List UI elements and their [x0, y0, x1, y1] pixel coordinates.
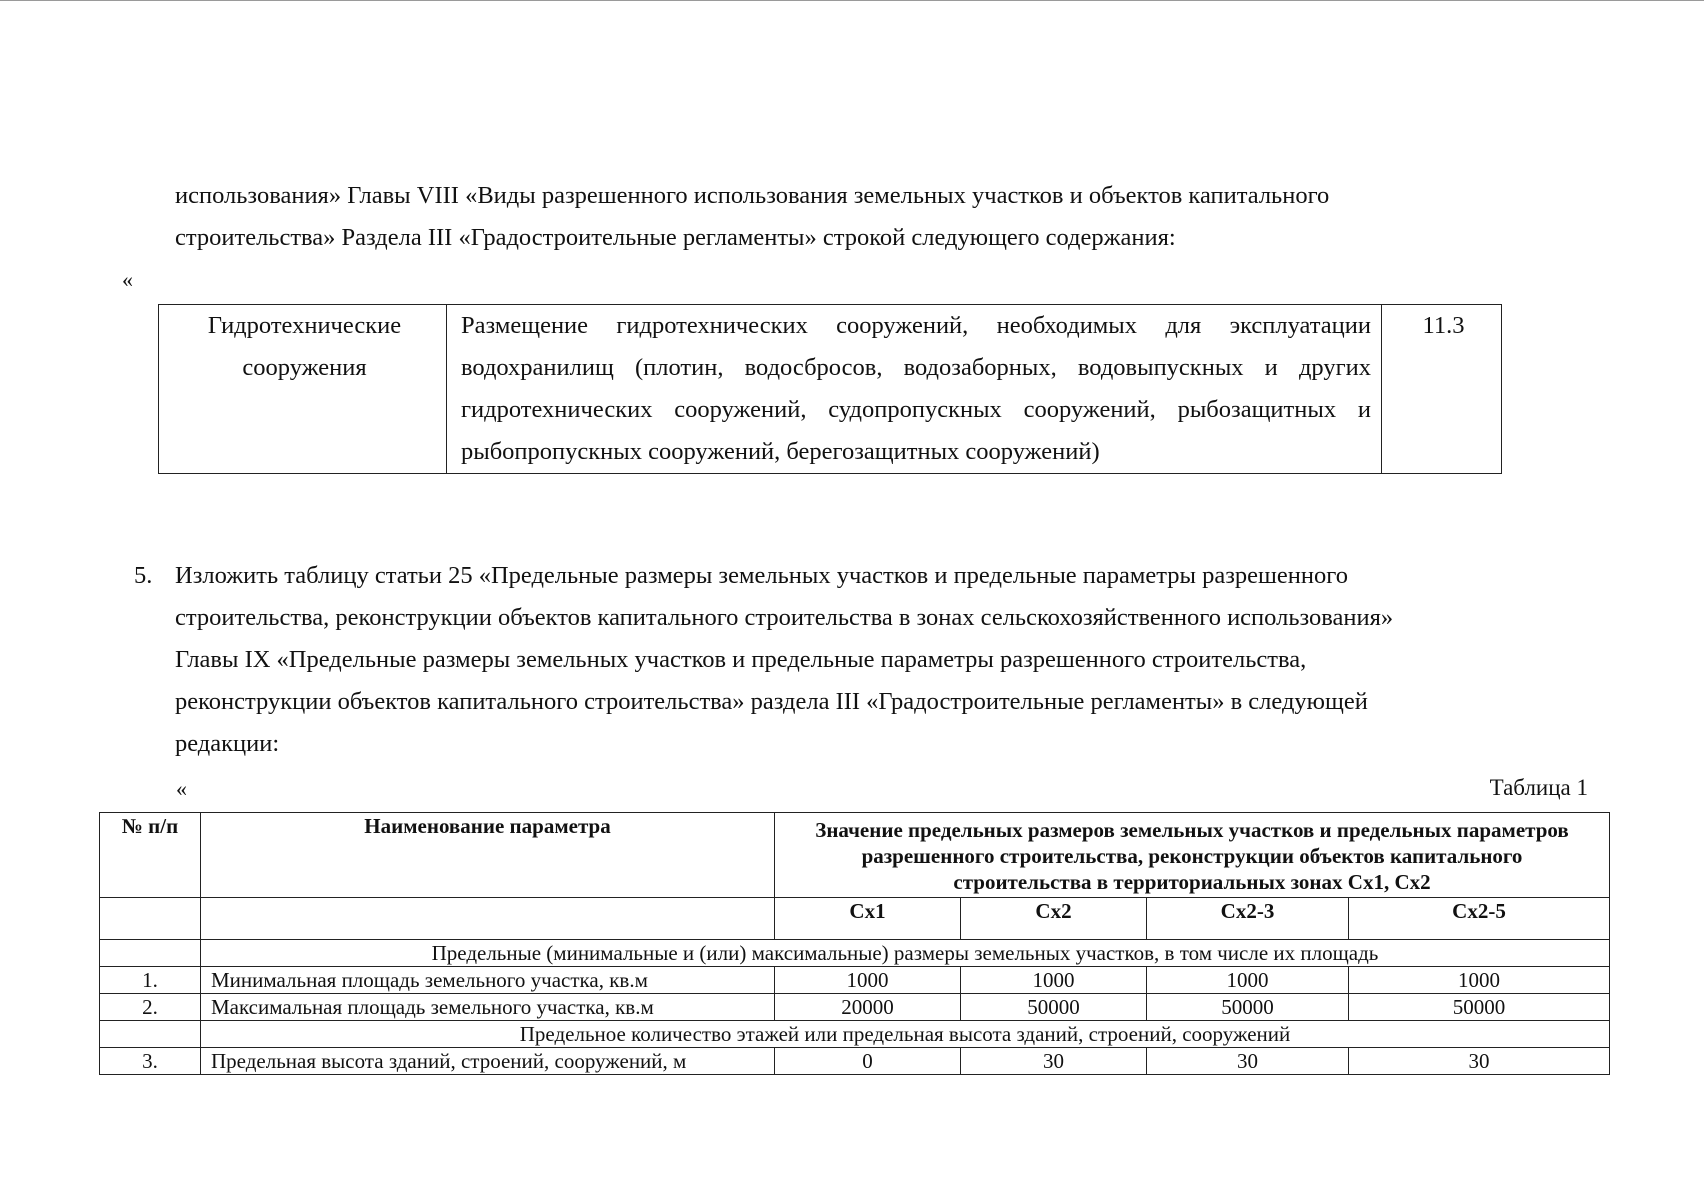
item5-line: строительства, реконструкции объектов капитального строительства в зонах сельскохозяйственного использования»	[175, 604, 1394, 631]
row-value: 50000	[1147, 994, 1349, 1021]
zone-header: Сх2-3	[1147, 898, 1349, 940]
row-value: 50000	[961, 994, 1147, 1021]
table-header-row	[100, 813, 1610, 898]
section-title: Предельные (минимальные и (или) максимальные) размеры земельных участков, в том числе их площадь	[201, 940, 1610, 967]
row-value: 30	[1147, 1048, 1349, 1075]
empty-cell	[201, 898, 775, 940]
page-top-border	[0, 0, 1704, 1]
intro-line: использования» Главы VIII «Виды разрешенного использования земельных участков и объектов капитального	[175, 182, 1330, 209]
use-name-cell: Гидротехнические сооружения	[159, 305, 447, 474]
row-value: 1000	[775, 967, 961, 994]
zone-header: Сх2-5	[1349, 898, 1610, 940]
item5-paragraph	[175, 555, 1590, 765]
item5-line: Изложить таблицу статьи 25 «Предельные размеры земельных участков и предельные параметры разрешенного	[175, 562, 1348, 589]
row-name: Предельная высота зданий, строений, сооружений, м	[201, 1048, 775, 1075]
row-num: 3.	[100, 1048, 201, 1075]
opening-quote: «	[176, 776, 187, 801]
row-name: Максимальная площадь земельного участка, кв.м	[201, 994, 775, 1021]
item5-line: реконструкции объектов капитального строительства» раздела III «Градостроительные регламенты» в следующей	[175, 688, 1368, 715]
row-value: 30	[1349, 1048, 1610, 1075]
header-value: Значение предельных размеров земельных участков и предельных параметров разрешенного строительства, реконструкции объектов капитального строительства в территориальных зонах Сх1, Сх2	[775, 813, 1610, 898]
header-num: № п/п	[100, 813, 201, 898]
item-number: 5.	[134, 562, 153, 589]
item5-line: редакции:	[175, 730, 280, 757]
opening-quote: «	[122, 267, 133, 292]
section-title: Предельное количество этажей или предельная высота зданий, строений, сооружений	[201, 1021, 1610, 1048]
row-num: 1.	[100, 967, 201, 994]
row-value: 1000	[961, 967, 1147, 994]
use-description-cell: Размещение гидротехнических сооружений, необходимых для эксплуатации водохранилищ (плотин, водосбросов, водозаборных, водовыпускных и других гидротехнических сооружений, судопропускных сооружений, рыбозащитных и рыбопропускных сооружений, берегозащитных сооружений)	[447, 305, 1382, 474]
table-row	[100, 967, 1610, 994]
row-value: 50000	[1349, 994, 1610, 1021]
table-row	[100, 1048, 1610, 1075]
empty-cell	[100, 1021, 201, 1048]
table-caption: Таблица 1	[1489, 775, 1588, 800]
section-row	[100, 940, 1610, 967]
table-row	[159, 305, 1502, 474]
row-value: 1000	[1147, 967, 1349, 994]
row-value: 0	[775, 1048, 961, 1075]
zone-header: Сх1	[775, 898, 961, 940]
section-row	[100, 1021, 1610, 1048]
row-name: Минимальная площадь земельного участка, кв.м	[201, 967, 775, 994]
table-row	[100, 994, 1610, 1021]
land-use-table	[158, 304, 1502, 474]
use-code-cell: 11.3	[1382, 305, 1502, 474]
empty-cell	[100, 898, 201, 940]
zone-header: Сх2	[961, 898, 1147, 940]
row-value: 1000	[1349, 967, 1610, 994]
empty-cell	[100, 940, 201, 967]
intro-line: строительства» Раздела III «Градостроительные регламенты» строкой следующего содержания:	[175, 224, 1176, 251]
row-num: 2.	[100, 994, 201, 1021]
row-value: 20000	[775, 994, 961, 1021]
parameters-table	[99, 812, 1610, 1075]
intro-paragraph	[175, 175, 1590, 259]
header-param: Наименование параметра	[201, 813, 775, 898]
item5-line: Главы IX «Предельные размеры земельных участков и предельные параметры разрешенного строительства,	[175, 646, 1307, 673]
row-value: 30	[961, 1048, 1147, 1075]
zones-row	[100, 898, 1610, 940]
